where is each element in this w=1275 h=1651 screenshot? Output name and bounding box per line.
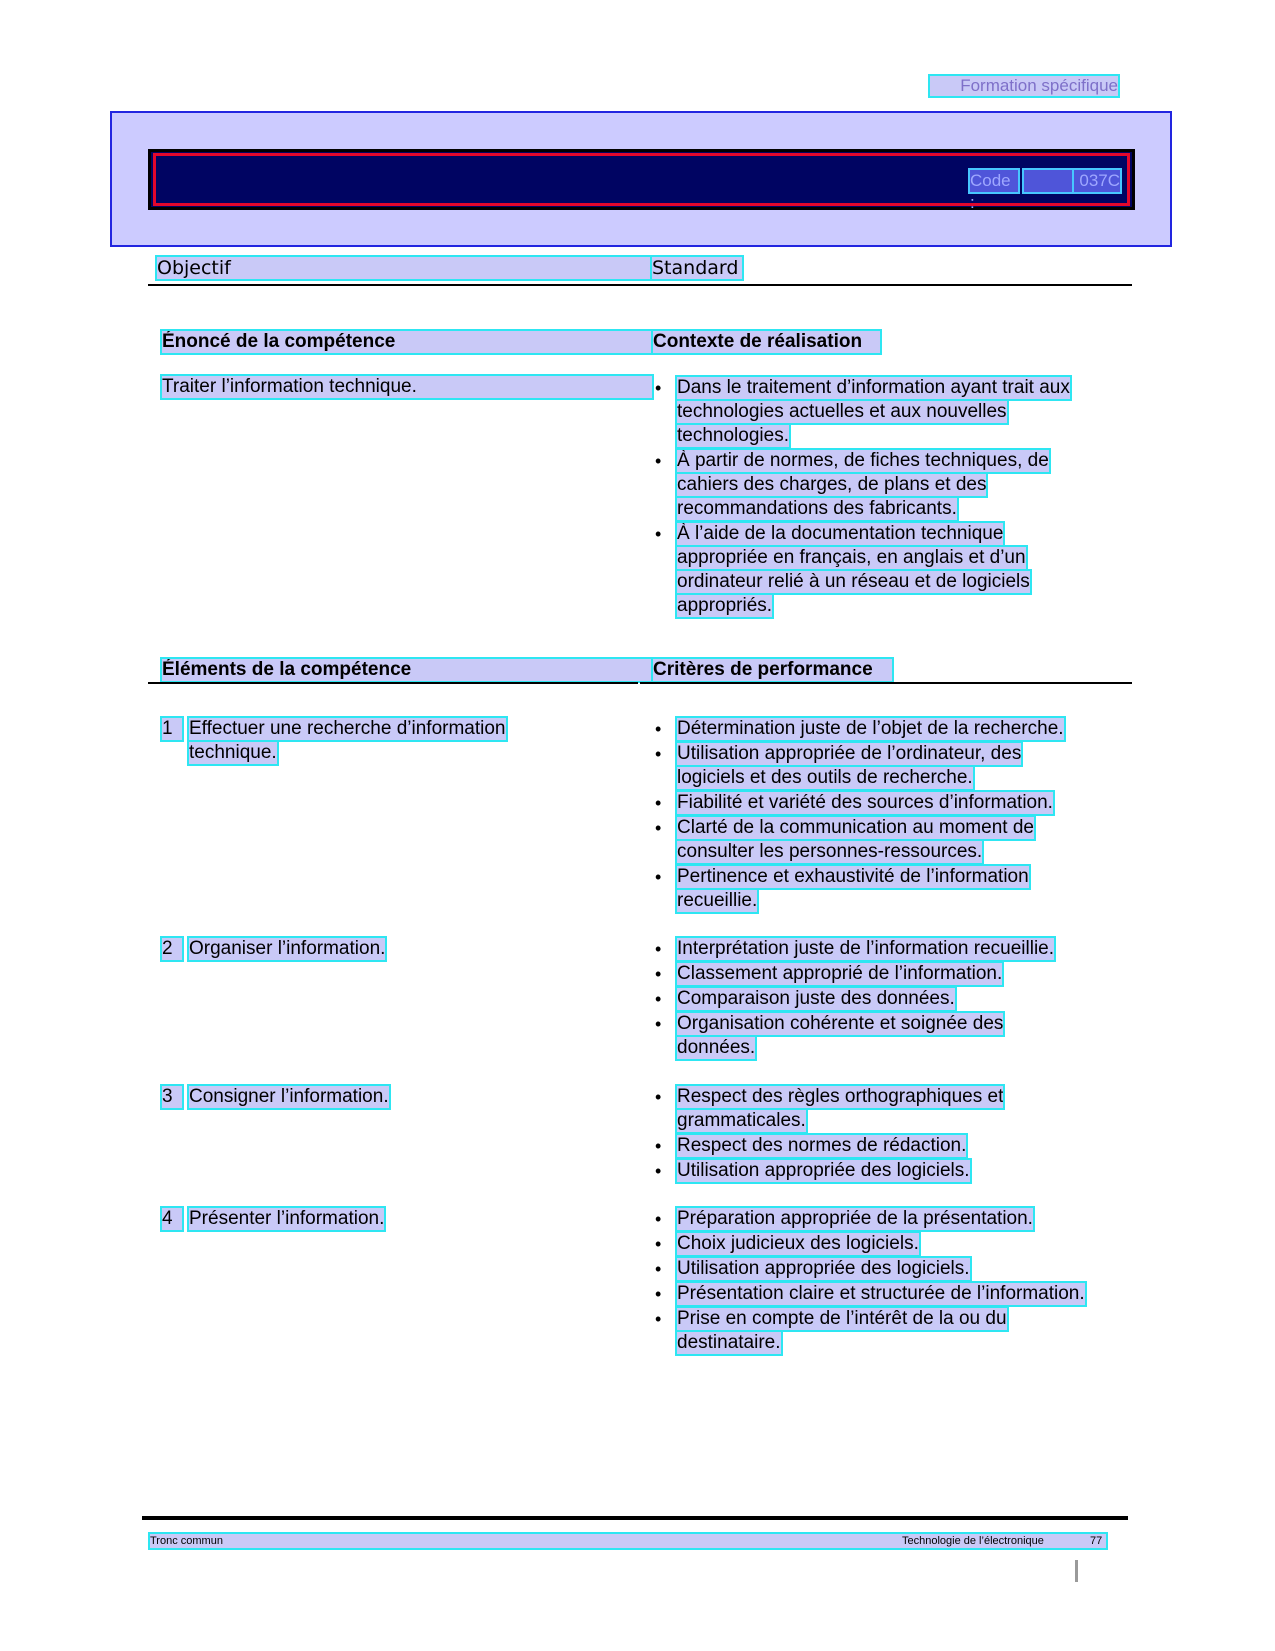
bullet-icon: • bbox=[655, 1209, 662, 1229]
elements-rule bbox=[148, 682, 638, 684]
bullet-icon: • bbox=[655, 524, 662, 544]
bullet-icon: • bbox=[655, 451, 662, 471]
elements-heading: Éléments de la compétence bbox=[162, 659, 652, 681]
criterion-line: Présentation claire et structurée de l’information. bbox=[677, 1283, 1085, 1304]
page-edge-marker bbox=[1075, 1560, 1078, 1582]
criterion-line: Préparation appropriée de la présentation. bbox=[677, 1208, 1033, 1229]
criterion-line: Utilisation appropriée de l’ordinateur, des bbox=[677, 743, 1022, 764]
criterion-line: recueillie. bbox=[677, 890, 758, 911]
bullet-icon: • bbox=[655, 1259, 662, 1279]
criterion-line: Clarté de la communication au moment de bbox=[677, 817, 1034, 838]
contexte-heading: Contexte de réalisation bbox=[653, 331, 880, 353]
element-label: Organiser l’information. bbox=[189, 938, 386, 959]
contexte-item-line: technologies actuelles et aux nouvelles bbox=[677, 401, 1007, 422]
criterion-line: consulter les personnes-ressources. bbox=[677, 841, 983, 862]
bullet-icon: • bbox=[655, 867, 662, 887]
criterion-line: Pertinence et exhaustivité de l’information bbox=[677, 866, 1029, 887]
heading-rule bbox=[148, 284, 1132, 286]
criterion-line: Respect des règles orthographiques et bbox=[677, 1086, 1004, 1107]
criterion-line: Organisation cohérente et soignée des bbox=[677, 1013, 1004, 1034]
criterion-line: Choix judicieux des logiciels. bbox=[677, 1233, 919, 1254]
contexte-item-line: ordinateur relié à un réseau et de logiciels bbox=[677, 571, 1030, 592]
criterion-line: Respect des normes de rédaction. bbox=[677, 1135, 967, 1156]
element-number: 4 bbox=[162, 1208, 182, 1230]
element-label: Consigner l’information. bbox=[189, 1086, 389, 1107]
bullet-icon: • bbox=[655, 1309, 662, 1329]
column-heading-objectif: Objectif bbox=[157, 257, 657, 279]
criterion-line: destinataire. bbox=[677, 1332, 781, 1353]
bullet-icon: • bbox=[655, 793, 662, 813]
criterion-line: Fiabilité et variété des sources d’information. bbox=[677, 792, 1053, 813]
footer-right: Technologie de l’électronique bbox=[902, 1535, 1044, 1547]
column-heading-standard: Standard bbox=[652, 257, 742, 279]
element-label: technique. bbox=[189, 742, 277, 763]
contexte-item-line: technologies. bbox=[677, 425, 789, 446]
bullet-icon: • bbox=[655, 1284, 662, 1304]
page-number: 77 bbox=[1090, 1535, 1103, 1547]
criterion-line: Détermination juste de l’objet de la recherche. bbox=[677, 718, 1064, 739]
criterion-line: données. bbox=[677, 1037, 756, 1058]
contexte-item-line: appropriée en français, en anglais et d’un bbox=[677, 547, 1026, 568]
criterion-line: logiciels et des outils de recherche. bbox=[677, 767, 973, 788]
criterion-line: Utilisation appropriée des logiciels. bbox=[677, 1258, 970, 1279]
element-number: 1 bbox=[162, 718, 182, 740]
bullet-icon: • bbox=[655, 744, 662, 764]
criterion-line: Classement approprié de l’information. bbox=[677, 963, 1003, 984]
bullet-icon: • bbox=[655, 719, 662, 739]
bullet-icon: • bbox=[655, 1136, 662, 1156]
element-number: 2 bbox=[162, 938, 182, 960]
footer-left: Tronc commun bbox=[150, 1535, 223, 1547]
enonce-heading: Énoncé de la compétence bbox=[162, 331, 652, 353]
bullet-icon: • bbox=[655, 989, 662, 1009]
contexte-item-line: Dans le traitement d’information ayant trait aux bbox=[677, 377, 1070, 398]
criterion-line: Prise en compte de l’intérêt de la ou du bbox=[677, 1308, 1007, 1329]
criteres-heading: Critères de performance bbox=[653, 659, 892, 681]
code-label: Code : bbox=[970, 170, 1018, 192]
bullet-icon: • bbox=[655, 378, 662, 398]
bullet-icon: • bbox=[655, 939, 662, 959]
criterion-line: Comparaison juste des données. bbox=[677, 988, 955, 1009]
footer-rule bbox=[142, 1516, 1128, 1520]
criterion-line: grammaticales. bbox=[677, 1110, 806, 1131]
bullet-icon: • bbox=[655, 1087, 662, 1107]
code-spacer bbox=[1024, 170, 1072, 192]
bullet-icon: • bbox=[655, 818, 662, 838]
element-label: Effectuer une recherche d’information bbox=[189, 718, 506, 739]
element-number: 3 bbox=[162, 1086, 182, 1108]
criteres-rule bbox=[640, 682, 1132, 684]
criterion-line: Utilisation appropriée des logiciels. bbox=[677, 1160, 970, 1181]
enonce-text: Traiter l’information technique. bbox=[162, 376, 652, 398]
contexte-item-line: recommandations des fabricants. bbox=[677, 498, 957, 519]
criterion-line: Interprétation juste de l’information recueillie. bbox=[677, 938, 1055, 959]
element-label: Présenter l’information. bbox=[189, 1208, 385, 1229]
contexte-item-line: À partir de normes, de fiches techniques, de bbox=[677, 450, 1049, 471]
contexte-item-line: cahiers des charges, de plans et des bbox=[677, 474, 987, 495]
contexte-item-line: appropriés. bbox=[677, 595, 773, 616]
code-value: 037C bbox=[1074, 170, 1120, 192]
contexte-item-line: À l’aide de la documentation technique bbox=[677, 523, 1004, 544]
bullet-icon: • bbox=[655, 1161, 662, 1181]
bullet-icon: • bbox=[655, 1014, 662, 1034]
bullet-icon: • bbox=[655, 1234, 662, 1254]
document-section-title: Formation spécifique bbox=[930, 76, 1118, 96]
bullet-icon: • bbox=[655, 964, 662, 984]
